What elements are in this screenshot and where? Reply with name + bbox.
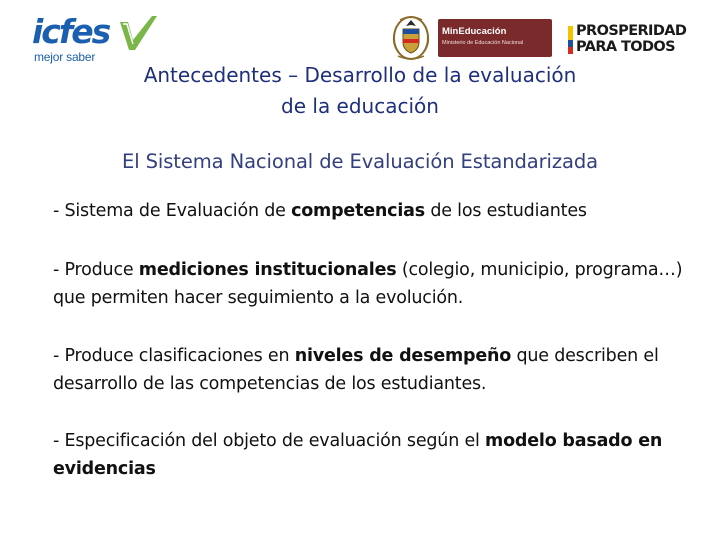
bullet-text: de los estudiantes (424, 201, 587, 221)
colombia-coat-of-arms-icon (390, 14, 432, 64)
checkmark-icon (116, 14, 158, 52)
bullet-emphasis: niveles de desempeño (294, 346, 512, 366)
mineducacion-title: MinEducación (442, 26, 507, 37)
mineducacion-logo (438, 19, 552, 57)
bullet-modelo (53, 427, 693, 483)
bullet-text: - Sistema de Evaluación de (53, 201, 292, 221)
bullet-text: - Produce (53, 260, 139, 280)
bullet-text: - Produce clasificaciones en (53, 346, 295, 366)
bullet-mediciones (53, 256, 693, 312)
slide-subtitle: El Sistema Nacional de Evaluación Estandarizada (122, 150, 598, 173)
bullet-emphasis: mediciones institucionales (138, 260, 397, 280)
mineducacion-subtitle: Ministerio de Educación Nacional (442, 40, 524, 46)
prosperidad-logo (568, 23, 694, 59)
bullet-emphasis: competencias (291, 201, 425, 221)
bullet-competencias (53, 197, 693, 225)
icfes-tagline: mejor saber (34, 50, 96, 64)
bullet-text: - Especificación del objeto de evaluación según el (53, 431, 486, 451)
bullet-text: que describen el desarrollo de las competencias de los estudiantes. (53, 346, 659, 394)
prosperidad-line2: PARA TODOS (576, 39, 675, 55)
bullet-niveles (53, 342, 693, 398)
colombia-flag-icon (568, 26, 573, 54)
slide-title: Antecedentes – Desarrollo de la evaluación de la educación (143, 63, 577, 118)
icfes-logo (32, 14, 160, 66)
icfes-wordmark: icfes (32, 12, 110, 51)
bullet-emphasis: modelo basado en evidencias (53, 431, 663, 479)
bullet-text: (colegio, municipio, programa…) que permiten hacer seguimiento a la evolución. (53, 260, 683, 308)
prosperidad-line1: PROSPERIDAD (576, 23, 687, 39)
